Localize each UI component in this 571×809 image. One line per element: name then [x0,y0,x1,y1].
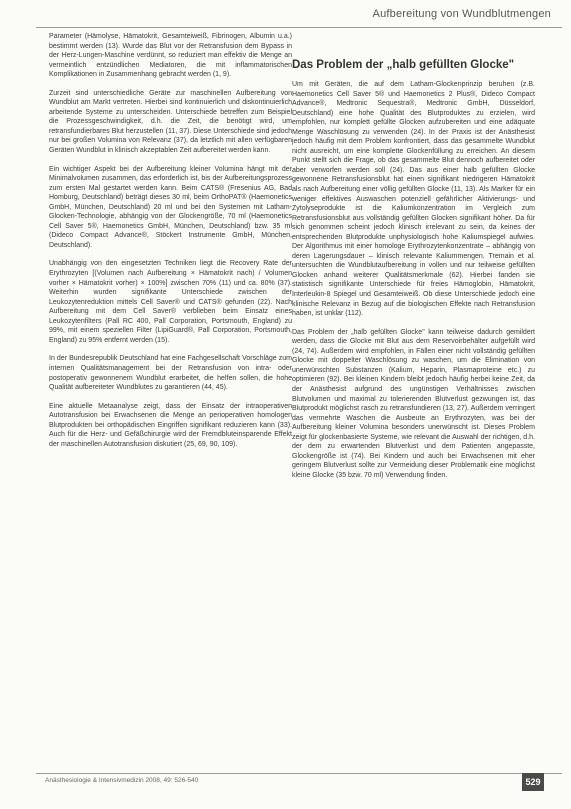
right-column [292,32,535,489]
left-paragraph-6: Eine aktuelle Metaanalyse zeigt, dass der Einsatz der intraoperativen Autotransfusion bei Erwachsenen die Menge an perioperativen homologen Blutprodukten bei orthopädischen Eingriffen signifikant reduzieren kann (33). Auch für die Herz- und Gefäßchirurgie wird der Fremdbluteinsparende Effekt der maschinellen Autotransfusion diskutiert (25, 69, 90, 109). [49,402,292,448]
left-paragraph-4: Unabhängig von den eingesetzten Techniken liegt die Recovery Rate der Erythrozyten [(Volumen nach Aufbereitung × Hämatokrit nach) / Volumen vorher × Hämatokrit vorher) × 100%] zwischen 70% (11) und ca. 80% (37). Weiterhin wurden signifikante Unterschiede zwischen der Leukozytenreduktion mittels Cell Saver® und CATS® gefunden (22). Nach Aufbereitung mit dem Cell Saver® verblieben beim Einsatz eines Leukozytenfilters (Pall RC 400, Pall Corporation, Portsmouth, England) zu 99%, mit einem speziellen Filter (LipiGuard®, Pall Corporation, Portsmouth, England) zu 95% entfernt werden (15). [49,260,292,344]
left-column [49,32,292,458]
header-rule [36,27,562,28]
page-number: 529 [522,773,544,791]
right-paragraph-2: Das Problem der „halb gefüllten Glocke" kann teilweise dadurch gemildert werden, dass die Glocke mit Blut aus dem Reservoirbehälter aufgefüllt wird (24, 74). Außerdem wird empfohlen, in Fällen einer nicht vollständig gefüllten Glocke mit doppelter Waschlösung zu waschen, um die Elimination von unerwünschten Substanzen (Kalium, Heparin, Plasmaproteine etc.) zu optimieren (92). Bei kleinen Kindern bleibt jedoch häufig herbei keine Zeit, da der Anästhesist aufgrund des ungünstigen Verhältnisses zwischen Blutvolumen und maximal zu tolerierenden Blutverlust gezwungen ist, das Blutprodukt möglichst rasch zu retransfundieren (13, 27). Außerdem verringert das vermehrte Waschen die Ausbeute an Erythrozyten, was bei der Aufbereitung kleiner Volumina besonders unerwünscht ist. Dieses Problem zeigt für glockenbasierte Systeme, wie relevant die Auswahl der richtigen, d.h. der dem zu erwartenden Blutverlust und dem Patienten angepasste, Glockengröße ist (74). Bei Kindern und auch bei Erwachsenen mit eher geringem Blutverlust sollte zur Vermeidung dieser Problematik eine möglichst kleine Glocke (35 bzw. 70 ml) Verwendung finden. [292,328,535,479]
left-paragraph-1: Parameter (Hämolyse, Hämatokrit, Gesamteiweiß, Fibrinogen, Albumin u.a.) bestimmt werden (13). Wurde das Blut vor der Retransfusion dem Bypass in der Herz-Lungen-Maschine verdünnt, so reduziert man effektiv die Menge an vermeintlich entzündlichen Mediatoren, die mit inflammatorischen Komplikationen in Zusammenhang gebracht werden (1, 9). [49,33,292,79]
left-paragraph-3: Ein wichtiger Aspekt bei der Aufbereitung kleiner Volumina hängt mit der Minimalvolumen zusammen, das erforderlich ist, bis der Aufbereitungsprozess zum ersten Mal gestartet werden kann. Beim CATS® (Fresenius AG, Bad Homburg, Deutschland) beträgt dieses 30 ml, beim OrthoPAT® (Haemonetics GmbH, München, Deutschland) 20 ml und bei den Systemen mit Latham-Glocken-Technologie, abhängig von der Glockengröße, 70 ml (Haemonetics Cell Saver 5®, Haemonetics GmbH, München, Deutschland) bzw. 35 ml (Dideco Compact Advance®, Stöckert Instrumente GmbH, München, Deutschland). [49,165,292,249]
footer-rule [36,773,562,774]
right-paragraph-1: Um mit Geräten, die auf dem Latham-Glockenprinzip beruhen (z.B. Haemonetics Cell Saver 5® und Haemonetics 2 Plus®, Dideco Compact Advance®, Medtronic Sequestra®, Medtronic GmbH, Düsseldorf, Deutschland) eine hohe Qualität des Blutproduktes zu erzielen, wird empfohlen, nur komplett gefüllte Glocken aufzubereiten und eine adäquate Menge Waschlösung zu verwenden (24). In der Praxis ist der Anästhesist jedoch häufig mit dem Problem konfrontiert, dass das gesammelte Wundblut nicht ausreicht, um eine komplette Glockenfüllung zu erreichen. An diesem Punkt stellt sich die Frage, ob das gesammelte Blut dennoch aufbereitet oder aber verworfen werden soll (24). Das aus einer halb gefüllten Glocke gewonnene Retransfusionsblut hat einen signifikant niedrigeren Hämatokrit als nach Aufbereitung einer völlig gefüllten Glocke (11, 13). Als Marker für ein weniger effektives Auswaschen potenziell gefährlicher Aktivierungs- und Zytolyseprodukte ist die Kaliumkonzentration im Vergleich zum Retransfusionsblut aus vollständig gefüllten Glocken signifikant höher. Da für sich genommen scheint jedoch klinisch irrelevant zu sein, da keines der entsprechenden Blutprodukte unphysiologisch hohe Kaliumspiegel aufwies. Der Algorithmus mit einer homologe Erythrozytenkonzentrate – abhängig von deren Lagerungsdauer – klinisch relevante Kaliummengen. Tremain et al. untersuchten die Wundblutaufbereitung in vollen und nur teilweise gefüllten Glocken anhand weiterer Qualitätsmerkmale (62). Hierbei fanden sie statistisch signifikante Unterschiede für freies Hämoglobin, Hämatokrit, Interleukin-8 Spiegel und Gesamteiweiß. Ob diese Unterschiede jedoch eine klinische Relevanz in Bezug auf die biologischen Effekte nach Retransfusion haben, ist unklar (112). [292,81,535,318]
left-paragraph-2: Zurzeit sind unterschiedliche Geräte zur maschinellen Aufbereitung von Wundblut am Markt vertreten. Hierbei sind kontinuierlich und diskontinuierlich arbeitende Systeme zu unterscheiden. Unterschiede betreffen zum Beispiel die Prozessgeschwindigkeit, d.h. die Zeit, die benötigt wird, um retransfundierbares Blut herzustellen (11, 37). Diese Unterschiede sind jedoch nur bei großen Volumina von Relevanz (37), da letztlich mit allen verfügbaren Geräten Wundblut in klinisch akzeptablen Zeit aufbereitet werden kann. [49,89,292,155]
running-head: Aufbereitung von Wundblutmengen [372,8,551,20]
left-paragraph-5: In der Bundesrepublik Deutschland hat eine Fachgesellschaft Vorschläge zum internen Qualitätsmanagement bei der Retransfusion von intra- oder postoperativ gewonnenem Wundblut erarbeitet, die helfen sollen, die hohe Qualität aufbereiteter Wundblutes zu garantieren (44, 45). [49,355,292,392]
journal-reference: Anästhesiologie & Intensivmedizin 2008, 49: 526-540 [45,777,199,784]
section-title: Das Problem der „halb gefüllten Glocke" [292,59,515,71]
